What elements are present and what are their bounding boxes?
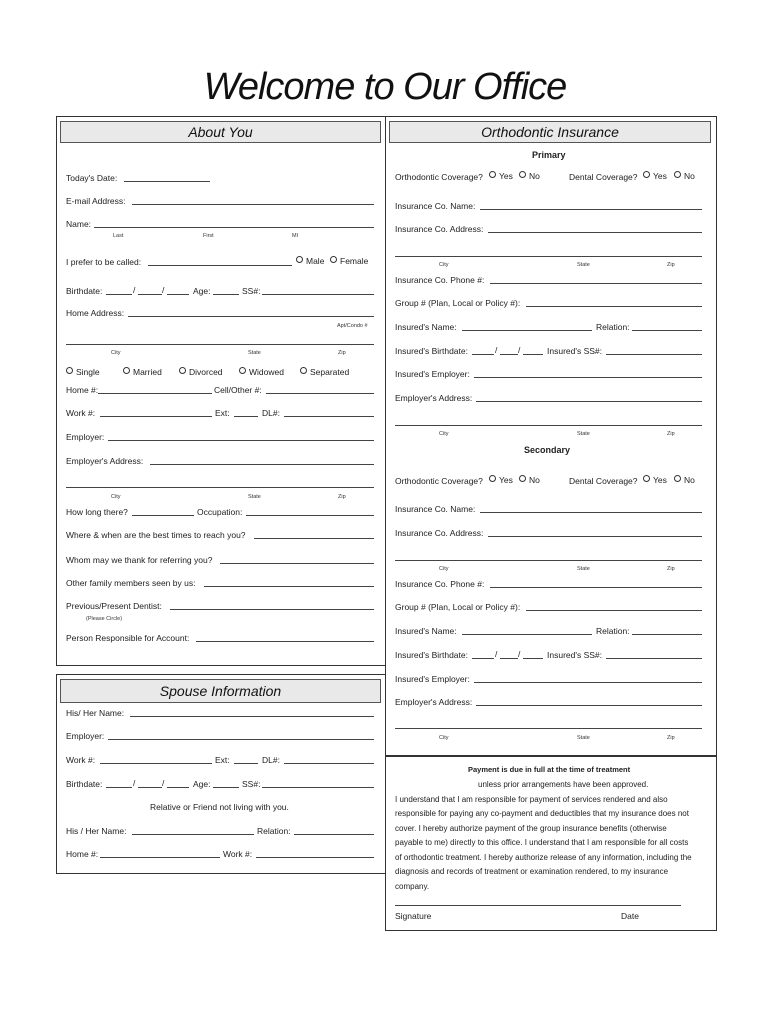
spouse-dl-label: DL#:: [262, 755, 280, 765]
home-phone-field[interactable]: [98, 393, 212, 394]
slash: /: [518, 649, 521, 659]
ext-field[interactable]: [234, 416, 258, 417]
ins-phone-label-2: Insurance Co. Phone #:: [395, 579, 485, 589]
ortho-coverage-label: Orthodontic Coverage?: [395, 172, 483, 182]
dentist-field[interactable]: [170, 609, 374, 610]
insured-name-field-2[interactable]: [462, 634, 592, 635]
insured-ss-field[interactable]: [606, 354, 702, 355]
spouse-header: Spouse Information: [60, 679, 381, 703]
how-long-label: How long there?: [66, 507, 128, 517]
age-label: Age:: [193, 286, 211, 296]
home-address-label: Home Address:: [66, 308, 125, 318]
dental-no-option-2[interactable]: No: [674, 475, 695, 485]
ortho-insurance-header: Orthodontic Insurance: [389, 121, 711, 143]
slash: /: [162, 778, 165, 788]
city-caption: City: [439, 431, 449, 437]
spouse-name-field[interactable]: [130, 716, 374, 717]
radio-icon[interactable]: [674, 475, 681, 482]
radio-icon[interactable]: [643, 171, 650, 178]
rel-name-field[interactable]: [132, 834, 254, 835]
employer-address-field-2[interactable]: [476, 705, 702, 706]
name-mi-caption: MI: [292, 233, 299, 239]
state-caption: State: [577, 262, 590, 268]
spouse-ss-label: SS#:: [242, 779, 261, 789]
how-long-field[interactable]: [132, 515, 194, 516]
insured-birth-day-field[interactable]: [500, 354, 518, 355]
birthdate-label: Birthdate:: [66, 286, 103, 296]
city-caption: City: [439, 566, 449, 572]
insured-birth-year-field[interactable]: [523, 354, 543, 355]
dental-no-option[interactable]: No: [674, 171, 695, 181]
spouse-section: [56, 674, 386, 874]
family-label: Other family members seen by us:: [66, 578, 196, 588]
dental-coverage-label-2: Dental Coverage?: [569, 476, 638, 486]
ss-label: SS#:: [242, 286, 261, 296]
cell-field[interactable]: [266, 393, 374, 394]
birth-month-field[interactable]: [106, 294, 132, 295]
dental-coverage-label: Dental Coverage?: [569, 172, 638, 182]
group-field[interactable]: [526, 306, 702, 307]
employer-field[interactable]: [108, 440, 374, 441]
spouse-work-field[interactable]: [100, 763, 212, 764]
radio-icon[interactable]: [489, 171, 496, 178]
spouse-birthdate-label: Birthdate:: [66, 779, 103, 789]
ins-city-field[interactable]: [395, 256, 702, 257]
family-field[interactable]: [204, 586, 374, 587]
slash: /: [133, 285, 136, 295]
slash: /: [162, 285, 165, 295]
single-option[interactable]: Single: [66, 367, 100, 377]
ins-name-label: Insurance Co. Name:: [395, 201, 476, 211]
spouse-name-label: His/ Her Name:: [66, 708, 125, 718]
ins-name-field[interactable]: [480, 209, 702, 210]
city-caption: City: [439, 735, 449, 741]
ins-name-label-2: Insurance Co. Name:: [395, 504, 476, 514]
relation-field[interactable]: [632, 330, 702, 331]
city-caption: City: [111, 494, 121, 500]
insured-birth-month-field-2[interactable]: [472, 658, 494, 659]
best-times-field[interactable]: [254, 538, 374, 539]
rel-work-field[interactable]: [256, 857, 374, 858]
agreement-line: company.: [395, 882, 430, 891]
agreement-line: responsible for paying any co-payment and deductibles that my insurance does not: [395, 809, 689, 818]
primary-heading: Primary: [532, 150, 566, 160]
signature-field[interactable]: [395, 905, 681, 906]
ins-address-label-2: Insurance Co. Address:: [395, 528, 484, 538]
dentist-label: Previous/Present Dentist:: [66, 601, 162, 611]
employer-city-field[interactable]: [66, 487, 374, 488]
spouse-employer-label: Employer:: [66, 731, 105, 741]
spouse-birth-year-field[interactable]: [167, 787, 189, 788]
state-caption: State: [577, 431, 590, 437]
responsible-field[interactable]: [196, 641, 374, 642]
ortho-yes-option-2[interactable]: Yes: [489, 475, 513, 485]
relation-label: Relation:: [596, 322, 630, 332]
radio-icon[interactable]: [300, 367, 307, 374]
todays-date-label: Today's Date:: [66, 173, 118, 183]
state-caption: State: [248, 350, 261, 356]
ins-address-label: Insurance Co. Address:: [395, 224, 484, 234]
email-label: E-mail Address:: [66, 196, 126, 206]
insured-birth-label-2: Insured's Birthdate:: [395, 650, 468, 660]
radio-icon[interactable]: [519, 171, 526, 178]
male-option[interactable]: Male: [296, 256, 324, 266]
married-option[interactable]: Married: [123, 367, 162, 377]
spouse-age-field[interactable]: [213, 787, 239, 788]
home-address-field[interactable]: [128, 316, 374, 317]
insured-birth-year-field-2[interactable]: [523, 658, 543, 659]
spouse-ext-label: Ext:: [215, 755, 230, 765]
rel-home-label: Home #:: [66, 849, 99, 859]
widowed-option[interactable]: Widowed: [239, 367, 284, 377]
spouse-ext-field[interactable]: [234, 763, 258, 764]
insured-employer-field[interactable]: [474, 377, 702, 378]
rel-work-label: Work #:: [223, 849, 253, 859]
ss-field[interactable]: [262, 294, 374, 295]
slash: /: [495, 649, 498, 659]
home-phone-label: Home #:: [66, 385, 99, 395]
spouse-dl-field[interactable]: [284, 763, 374, 764]
payment-approval-notice: unless prior arrangements have been approved.: [478, 780, 649, 789]
employer-city-field[interactable]: [395, 425, 702, 426]
radio-icon[interactable]: [674, 171, 681, 178]
agreement-line: I understand that I am responsible for payment of services rendered and also: [395, 795, 668, 804]
group-field-2[interactable]: [526, 610, 702, 611]
referring-field[interactable]: [220, 563, 374, 564]
about-you-header: About You: [60, 121, 381, 143]
employer-city-field-2[interactable]: [395, 728, 702, 729]
zip-caption: Zip: [667, 431, 675, 437]
spouse-work-label: Work #:: [66, 755, 96, 765]
employer-address-label: Employer's Address:: [66, 456, 144, 466]
relation-label-2: Relation:: [596, 626, 630, 636]
employer-address-label: Employer's Address:: [395, 393, 473, 403]
name-last-caption: Last: [113, 233, 124, 239]
spouse-birth-month-field[interactable]: [106, 787, 132, 788]
insured-name-field[interactable]: [462, 330, 592, 331]
rel-relation-field[interactable]: [294, 834, 374, 835]
name-label: Name:: [66, 219, 92, 229]
insured-birth-label: Insured's Birthdate:: [395, 346, 468, 356]
agreement-line: diagnosis and records of treatment or examination rendered, to my insurance: [395, 867, 669, 876]
apt-caption: Apt/Condo #: [337, 323, 368, 329]
insured-ss-label-2: Insured's SS#:: [547, 650, 603, 660]
signature-label: Signature: [395, 911, 432, 921]
slash: /: [518, 345, 521, 355]
agreement-line: of orthodontic treatment. I hereby authorize release of any information, including the: [395, 853, 692, 862]
rel-name-label: His / Her Name:: [66, 826, 127, 836]
ins-phone-label: Insurance Co. Phone #:: [395, 275, 485, 285]
ins-address-field[interactable]: [488, 232, 702, 233]
dl-field[interactable]: [284, 416, 374, 417]
ortho-coverage-label-2: Orthodontic Coverage?: [395, 476, 483, 486]
slash: /: [495, 345, 498, 355]
work-phone-label: Work #:: [66, 408, 96, 418]
insured-employer-label-2: Insured's Employer:: [395, 674, 470, 684]
dental-yes-option[interactable]: Yes: [643, 171, 667, 181]
page-title: Welcome to Our Office: [203, 66, 567, 108]
group-label: Group # (Plan, Local or Policy #):: [395, 298, 521, 308]
separated-option[interactable]: Separated: [300, 367, 349, 377]
occupation-field[interactable]: [246, 515, 374, 516]
state-caption: State: [577, 566, 590, 572]
agreement-line: payable to me) directly to this office. I understand that I am responsible for all costs: [395, 838, 689, 847]
insured-birth-day-field-2[interactable]: [500, 658, 518, 659]
preferred-name-label: I prefer to be called:: [66, 257, 142, 267]
spouse-employer-field[interactable]: [108, 739, 374, 740]
ins-city-field-2[interactable]: [395, 560, 702, 561]
employer-address-label-2: Employer's Address:: [395, 697, 473, 707]
home-city-field[interactable]: [66, 344, 374, 345]
radio-icon[interactable]: [66, 367, 73, 374]
date-label: Date: [621, 911, 639, 921]
employer-label: Employer:: [66, 432, 105, 442]
female-option[interactable]: Female: [330, 256, 368, 266]
birth-year-field[interactable]: [167, 294, 189, 295]
spouse-ss-field[interactable]: [262, 787, 374, 788]
preferred-name-field[interactable]: [148, 265, 292, 266]
zip-caption: Zip: [338, 494, 346, 500]
slash: /: [133, 778, 136, 788]
ortho-no-option[interactable]: No: [519, 171, 540, 181]
city-caption: City: [111, 350, 121, 356]
birth-day-field[interactable]: [138, 294, 162, 295]
relation-field-2[interactable]: [632, 634, 702, 635]
radio-icon[interactable]: [643, 475, 650, 482]
employer-address-field[interactable]: [476, 401, 702, 402]
zip-caption: Zip: [667, 566, 675, 572]
radio-icon[interactable]: [123, 367, 130, 374]
relative-note: Relative or Friend not living with you.: [150, 802, 289, 812]
insured-birth-month-field[interactable]: [472, 354, 494, 355]
employer-address-field[interactable]: [150, 464, 374, 465]
responsible-label: Person Responsible for Account:: [66, 633, 190, 643]
insured-name-label-2: Insured's Name:: [395, 626, 457, 636]
ortho-yes-option[interactable]: Yes: [489, 171, 513, 181]
secondary-heading: Secondary: [524, 445, 571, 455]
dl-label: DL#:: [262, 408, 280, 418]
radio-icon[interactable]: [239, 367, 246, 374]
todays-date-field[interactable]: [124, 181, 210, 182]
email-field[interactable]: [132, 204, 374, 205]
divorced-option[interactable]: Divorced: [179, 367, 223, 377]
referring-label: Whom may we thank for referring you?: [66, 555, 213, 565]
ins-address-field-2[interactable]: [488, 536, 702, 537]
ins-phone-field-2[interactable]: [490, 587, 702, 588]
insured-ss-label: Insured's SS#:: [547, 346, 603, 356]
age-field[interactable]: [213, 294, 239, 295]
group-label-2: Group # (Plan, Local or Policy #):: [395, 602, 521, 612]
name-first-caption: First: [203, 233, 214, 239]
ext-label: Ext:: [215, 408, 230, 418]
insured-name-label: Insured's Name:: [395, 322, 457, 332]
zip-caption: Zip: [667, 735, 675, 741]
work-phone-field[interactable]: [100, 416, 212, 417]
ortho-no-option-2[interactable]: No: [519, 475, 540, 485]
city-caption: City: [439, 262, 449, 268]
radio-icon[interactable]: [489, 475, 496, 482]
state-caption: State: [577, 735, 590, 741]
please-circle-note: (Please Circle): [86, 616, 123, 622]
name-field[interactable]: [94, 227, 374, 228]
agreement-line: cover. I hereby authorize payment of the group insurance benefits (otherwise: [395, 824, 667, 833]
radio-icon[interactable]: [296, 256, 303, 263]
radio-icon[interactable]: [330, 256, 337, 263]
radio-icon[interactable]: [519, 475, 526, 482]
dental-yes-option-2[interactable]: Yes: [643, 475, 667, 485]
zip-caption: Zip: [338, 350, 346, 356]
state-caption: State: [248, 494, 261, 500]
insured-employer-field-2[interactable]: [474, 682, 702, 683]
spouse-age-label: Age:: [193, 779, 211, 789]
rel-relation-label: Relation:: [257, 826, 291, 836]
cell-label: Cell/Other #:: [214, 385, 262, 395]
insured-ss-field-2[interactable]: [606, 658, 702, 659]
spouse-birth-day-field[interactable]: [138, 787, 162, 788]
radio-icon[interactable]: [179, 367, 186, 374]
rel-home-field[interactable]: [100, 857, 220, 858]
best-times-label: Where & when are the best times to reach you?: [66, 530, 246, 540]
ins-name-field-2[interactable]: [480, 512, 702, 513]
zip-caption: Zip: [667, 262, 675, 268]
insured-employer-label: Insured's Employer:: [395, 369, 470, 379]
occupation-label: Occupation:: [197, 507, 243, 517]
payment-due-notice: Payment is due in full at the time of treatment: [468, 765, 631, 774]
ins-phone-field[interactable]: [490, 283, 702, 284]
